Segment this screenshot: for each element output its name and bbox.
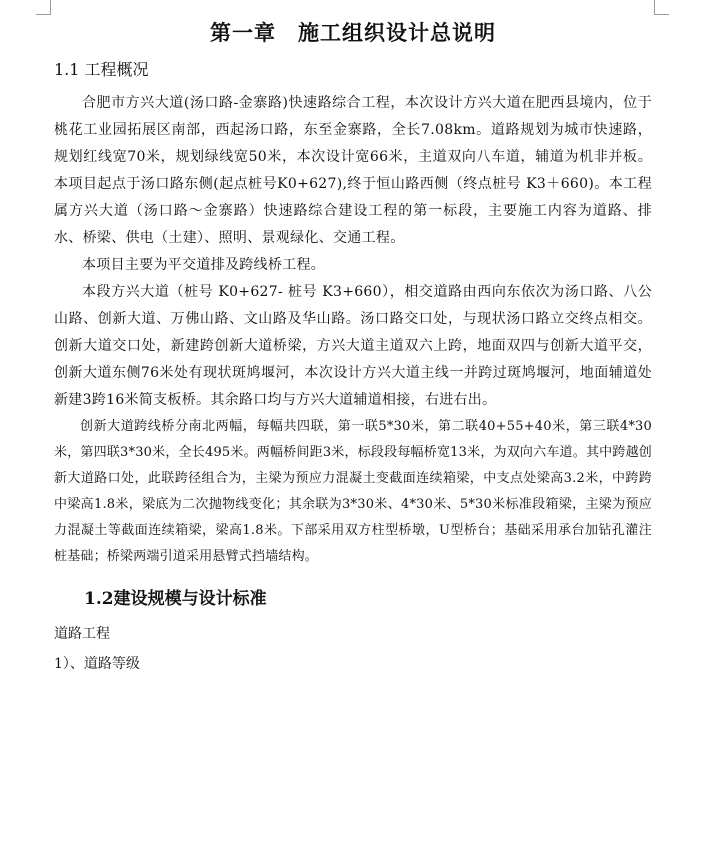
section-heading-1-2: 1.2建设规模与设计标准 — [84, 589, 267, 609]
chapter-title: 第一章 施工组织设计总说明 — [210, 20, 496, 45]
section-heading-1-1: 1.1 工程概况 — [54, 60, 149, 79]
list-item-road-grade: 1）、道路等级 — [54, 656, 140, 672]
document-page — [54, 14, 652, 676]
paragraph-bridge: 创新大道跨线桥分南北两幅，每幅共四联，第一联5*30米，第二联40+55+40米，第三联4*30米，第四联3*30米，全长495米。两幅桥间距3米，标段段每幅桥宽13米，为双向六车道。其中跨越创新大道路口处，此联跨径组合为，主梁为预应力混凝土变截面连续箱梁，中支点处梁高3.2米，中跨跨中梁高1.8米，梁底为二次抛物线变化；其余联为3*30米、4*30米、5*30米标准段箱梁，主梁为预应力混凝土等截面连续箱梁，梁高1.8米。下部采用双方柱型桥墩，U型桥台；基础采用承台加钻孔灌注桩基础；桥梁两端引道采用悬臂式挡墙结构。 — [54, 419, 652, 564]
paragraph-intersections: 本段方兴大道（桩号 K0+627- 桩号 K3+660），相交道路由西向东依次为汤口路、八公山路、创新大道、万佛山路、文山路及华山路。汤口路交口处，与现状汤口路立交终点相交。创新大道交口处，新建跨创新大道桥梁，方兴大道主道双六上跨，地面双四与创新大道平交，创新大道东侧76米处有现状斑鸠堰河，本次设计方兴大道主线一并跨过斑鸠堰河，地面辅道处新建3跨16米简支板桥。其余路口均与方兴大道辅道相接，右进右出。 — [54, 284, 652, 408]
road-works-label: 道路工程 — [54, 626, 110, 642]
page-corner-mark-left — [36, 0, 51, 15]
paragraph-scope: 本项目主要为平交道排及跨线桥工程。 — [82, 257, 326, 273]
paragraph-overview: 合肥市方兴大道(汤口路-金寨路)快速路综合工程，本次设计方兴大道在肥西县境内，位于桃花工业园拓展区南部，西起汤口路，东至金寨路，全长7.08km。道路规划为城市快速路，规划红线宽70米，规划绿线宽50米，本次设计宽66米，主道双向八车道，辅道为机非并板。本项目起点于汤口路东侧(起点桩号K0+627),终于恒山路西侧（终点桩号 K3＋660)。本工程属方兴大道（汤口路～金寨路）快速路综合建设工程的第一标段，主要施工内容为道路、排水、桥梁、供电（土建）、照明、景观绿化、交通工程。 — [54, 95, 652, 246]
page-corner-mark-right — [654, 0, 669, 15]
